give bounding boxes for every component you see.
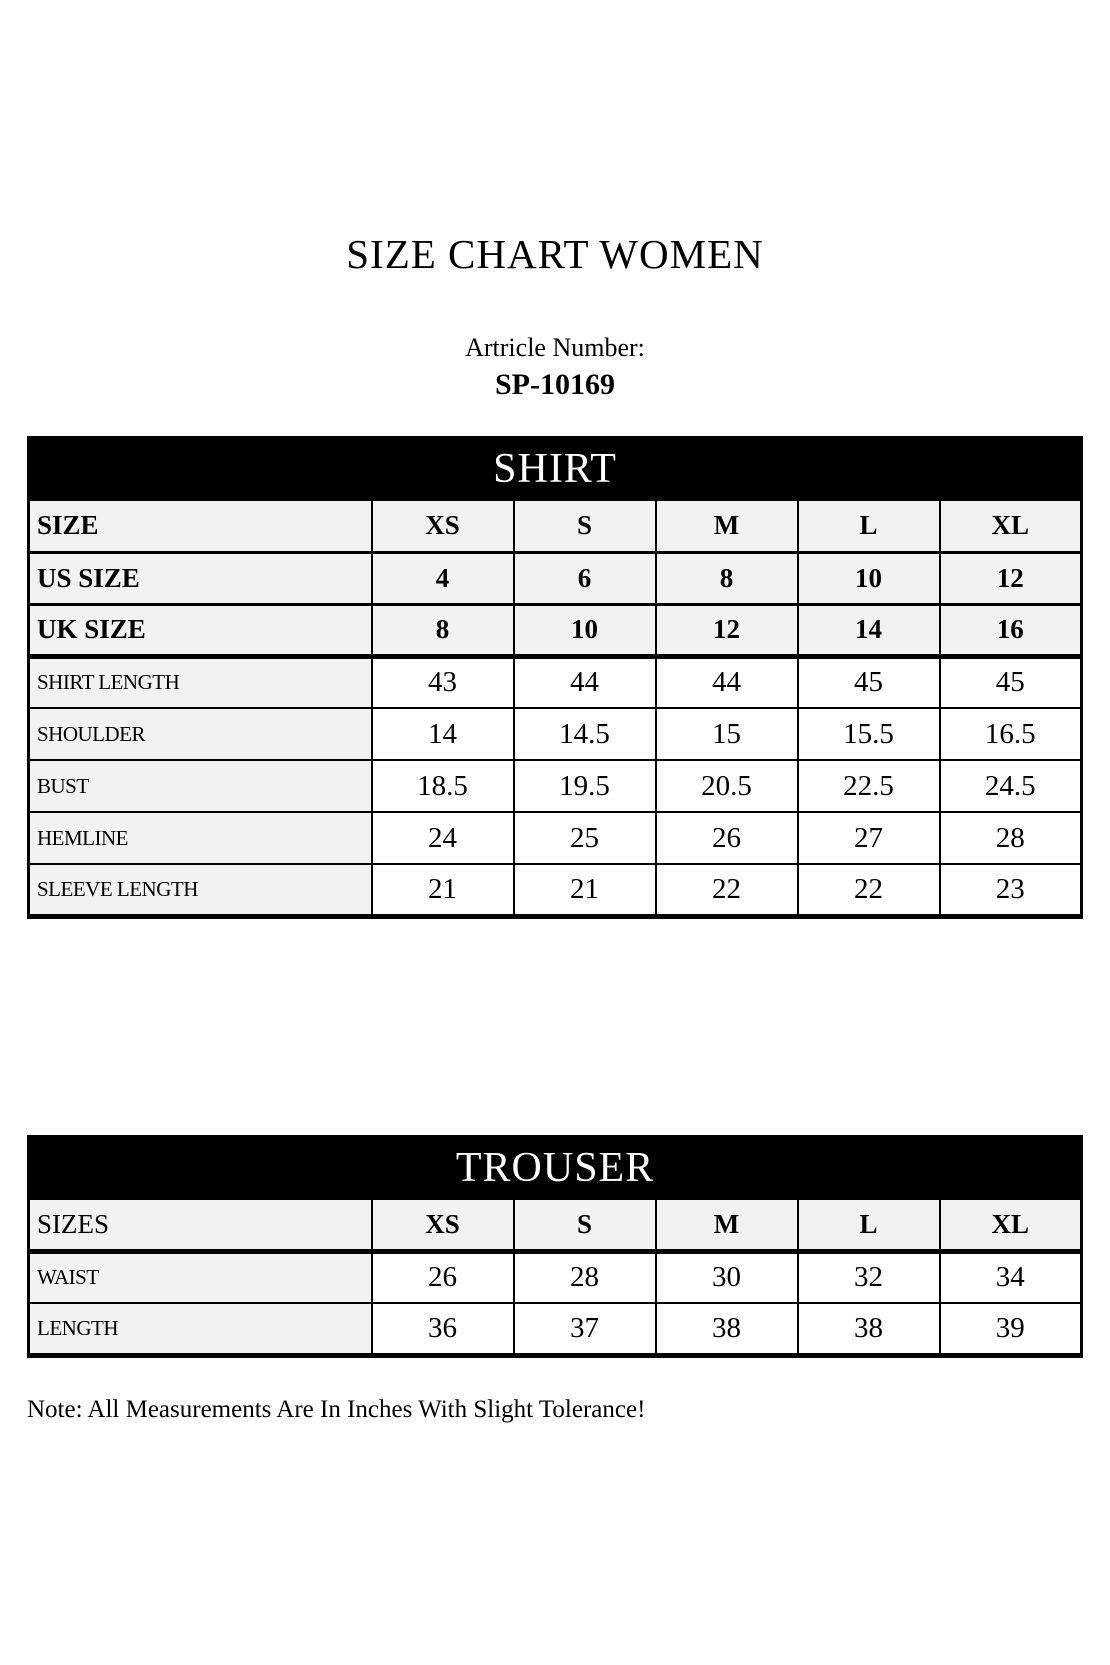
row-label: BUST: [29, 760, 372, 812]
measurement-cell: 37: [514, 1303, 656, 1355]
size-cell: 8: [656, 552, 798, 604]
size-cell: 8: [372, 604, 514, 656]
measurement-cell: 27: [798, 812, 940, 864]
size-cell: 12: [940, 552, 1082, 604]
measurement-cell: 14: [372, 708, 514, 760]
table-row-shirt-length: [29, 656, 1082, 708]
measurement-cell: 21: [514, 864, 656, 916]
size-cell: M: [656, 500, 798, 552]
size-cell: 4: [372, 552, 514, 604]
size-cell: 16: [940, 604, 1082, 656]
measurement-cell: 15: [656, 708, 798, 760]
row-label: SIZES: [29, 1199, 372, 1251]
size-cell: S: [514, 1199, 656, 1251]
trouser-table-header: [29, 1137, 1082, 1200]
measurement-cell: 26: [656, 812, 798, 864]
row-label: HEMLINE: [29, 812, 372, 864]
table-row-hemline: [29, 812, 1082, 864]
measurement-cell: 39: [940, 1303, 1082, 1355]
measurement-cell: 28: [940, 812, 1082, 864]
size-cell: XS: [372, 500, 514, 552]
table-row-shoulder: [29, 708, 1082, 760]
size-cell: 6: [514, 552, 656, 604]
row-label: WAIST: [29, 1251, 372, 1303]
row-label: US SIZE: [29, 552, 372, 604]
size-cell: L: [798, 500, 940, 552]
measurement-cell: 24: [372, 812, 514, 864]
trouser-size-table: [27, 1135, 1083, 1358]
measurement-cell: 25: [514, 812, 656, 864]
measurement-cell: 45: [940, 656, 1082, 708]
measurement-cell: 30: [656, 1251, 798, 1303]
shirt-table-header: [29, 438, 1082, 501]
measurement-cell: 22: [798, 864, 940, 916]
table-row-length: [29, 1303, 1082, 1355]
shirt-table-title: SHIRT: [29, 438, 1082, 501]
measurement-cell: 28: [514, 1251, 656, 1303]
measurement-cell: 15.5: [798, 708, 940, 760]
article-number-value: SP-10169: [495, 368, 615, 401]
table-row-sleeve-length: [29, 864, 1082, 916]
shirt-size-table: [27, 436, 1083, 919]
measurement-cell: 23: [940, 864, 1082, 916]
table-row-waist: [29, 1251, 1082, 1303]
measurement-note: Note: All Measurements Are In Inches With Slight Tolerance!: [27, 1396, 646, 1423]
page-title: SIZE CHART WOMEN: [346, 231, 764, 277]
row-label: LENGTH: [29, 1303, 372, 1355]
table-row-sizes: [29, 1199, 1082, 1251]
table-row-bust: [29, 760, 1082, 812]
measurement-cell: 14.5: [514, 708, 656, 760]
size-cell: 10: [798, 552, 940, 604]
measurement-cell: 45: [798, 656, 940, 708]
measurement-cell: 22: [656, 864, 798, 916]
measurement-cell: 44: [514, 656, 656, 708]
article-number-label: Artricle Number:: [465, 333, 645, 362]
size-cell: XL: [940, 1199, 1082, 1251]
size-cell: XL: [940, 500, 1082, 552]
size-cell: 14: [798, 604, 940, 656]
row-label: SHOULDER: [29, 708, 372, 760]
measurement-cell: 34: [940, 1251, 1082, 1303]
size-cell: 12: [656, 604, 798, 656]
measurement-cell: 22.5: [798, 760, 940, 812]
size-cell: S: [514, 500, 656, 552]
table-row-us-size: [29, 552, 1082, 604]
measurement-cell: 16.5: [940, 708, 1082, 760]
row-label: UK SIZE: [29, 604, 372, 656]
measurement-cell: 43: [372, 656, 514, 708]
table-row-size: [29, 500, 1082, 552]
size-cell: L: [798, 1199, 940, 1251]
size-cell: 10: [514, 604, 656, 656]
measurement-cell: 38: [656, 1303, 798, 1355]
measurement-cell: 26: [372, 1251, 514, 1303]
row-label: SHIRT LENGTH: [29, 656, 372, 708]
measurement-cell: 19.5: [514, 760, 656, 812]
size-cell: M: [656, 1199, 798, 1251]
trouser-table-title: TROUSER: [29, 1137, 1082, 1200]
measurement-cell: 20.5: [656, 760, 798, 812]
measurement-cell: 38: [798, 1303, 940, 1355]
size-cell: XS: [372, 1199, 514, 1251]
measurement-cell: 44: [656, 656, 798, 708]
table-row-uk-size: [29, 604, 1082, 656]
measurement-cell: 36: [372, 1303, 514, 1355]
measurement-cell: 21: [372, 864, 514, 916]
row-label: SIZE: [29, 500, 372, 552]
measurement-cell: 32: [798, 1251, 940, 1303]
row-label: SLEEVE LENGTH: [29, 864, 372, 916]
measurement-cell: 24.5: [940, 760, 1082, 812]
measurement-cell: 18.5: [372, 760, 514, 812]
